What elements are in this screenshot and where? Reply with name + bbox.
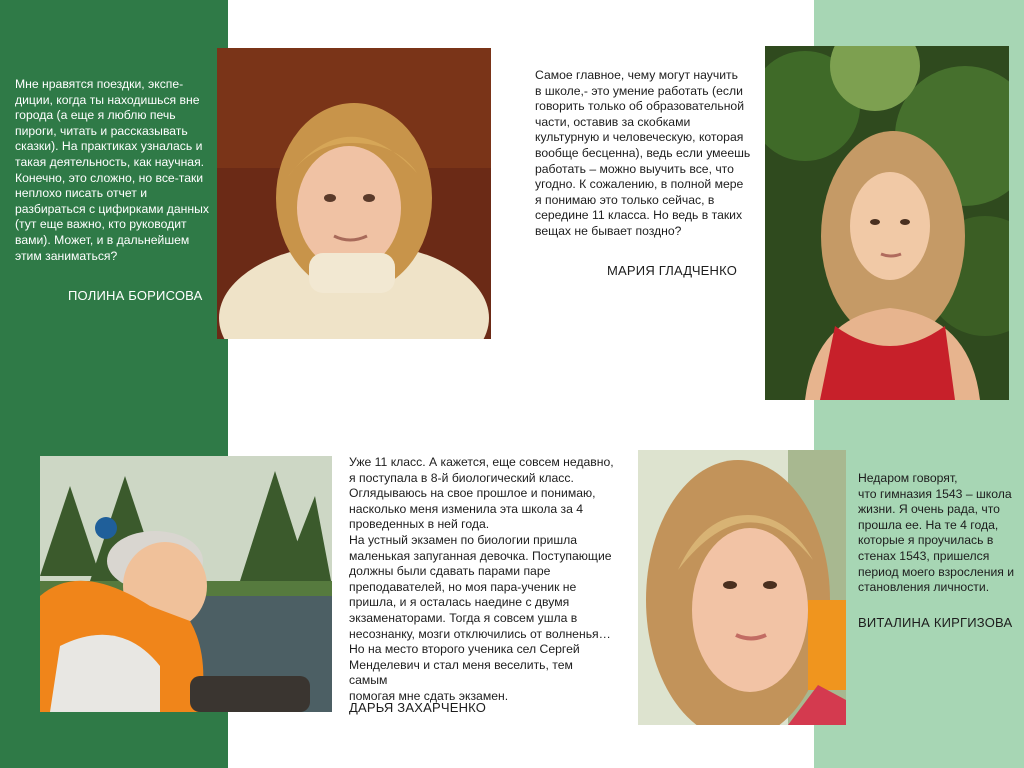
photo-polina	[217, 48, 491, 339]
portrait-image	[638, 450, 846, 725]
name-daria: ДАРЬЯ ЗАХАРЧЕНКО	[349, 700, 487, 715]
portrait-image	[765, 46, 1009, 400]
photo-maria	[765, 46, 1009, 400]
photo-vitalina	[638, 450, 846, 725]
photo-daria	[40, 456, 332, 712]
quote-daria: Уже 11 класс. А кажется, еще совсем недавно, я поступала в 8-й биологический класс. Оглядываюсь на свое прошлое и понимаю, насколько меня изменила эта школа за 4 проведенных в ней года. На устный экзамен по биологии пришла маленькая запуганная девочка. Поступающие должны были сдавать парами паре преподавателей, но моя пара-ученик не пришла, и я осталась наедине с двумя экзаменаторами. Тогда я совсем ушла в несознанку, мозги отключились от волненья… Но на место второго ученика сел Сергей Менделевич и стал меня веселить, тем самым помогая мне сдать экзамен.	[349, 455, 614, 703]
quote-polina: Мне нравятся поездки, экспе- диции, когда ты находишься вне города (а еще я люблю печь пироги, читать и рассказывать сказки). На практиках узналась и такая деятельность, как научная. Конечно, это сложно, но все-таки неплохо писать отчет и разбираться с цифирками данных (тут еще важно, кто руководит вами). Может, и в дальнейшем этим заниматься?	[15, 77, 209, 263]
quote-maria: Самое главное, чему могут научить в школе,- это умение работать (если говорить только об образовательной части, оставив за скобками культурную и человеческую, которая вообще бесценна), ведь если умеешь работать – можно выучить все, что угодно. К сожалению, в полной мере я понимаю это только сейчас, в середине 11 класса. Но ведь в таких вещах не бывает поздно?	[535, 68, 751, 238]
portrait-image	[40, 456, 332, 712]
name-vitalina: ВИТАЛИНА КИРГИЗОВА	[858, 615, 1013, 630]
name-polina: ПОЛИНА БОРИСОВА	[68, 288, 203, 303]
quote-vitalina: Недаром говорят, что гимназия 1543 – школа жизни. Я очень рада, что прошла ее. На те 4 года, которые я проучилась в стенах 1543, пришелся период моего взросления и становления личности.	[858, 471, 1015, 595]
portrait-image	[217, 48, 491, 339]
name-maria: МАРИЯ ГЛАДЧЕНКО	[607, 263, 738, 278]
